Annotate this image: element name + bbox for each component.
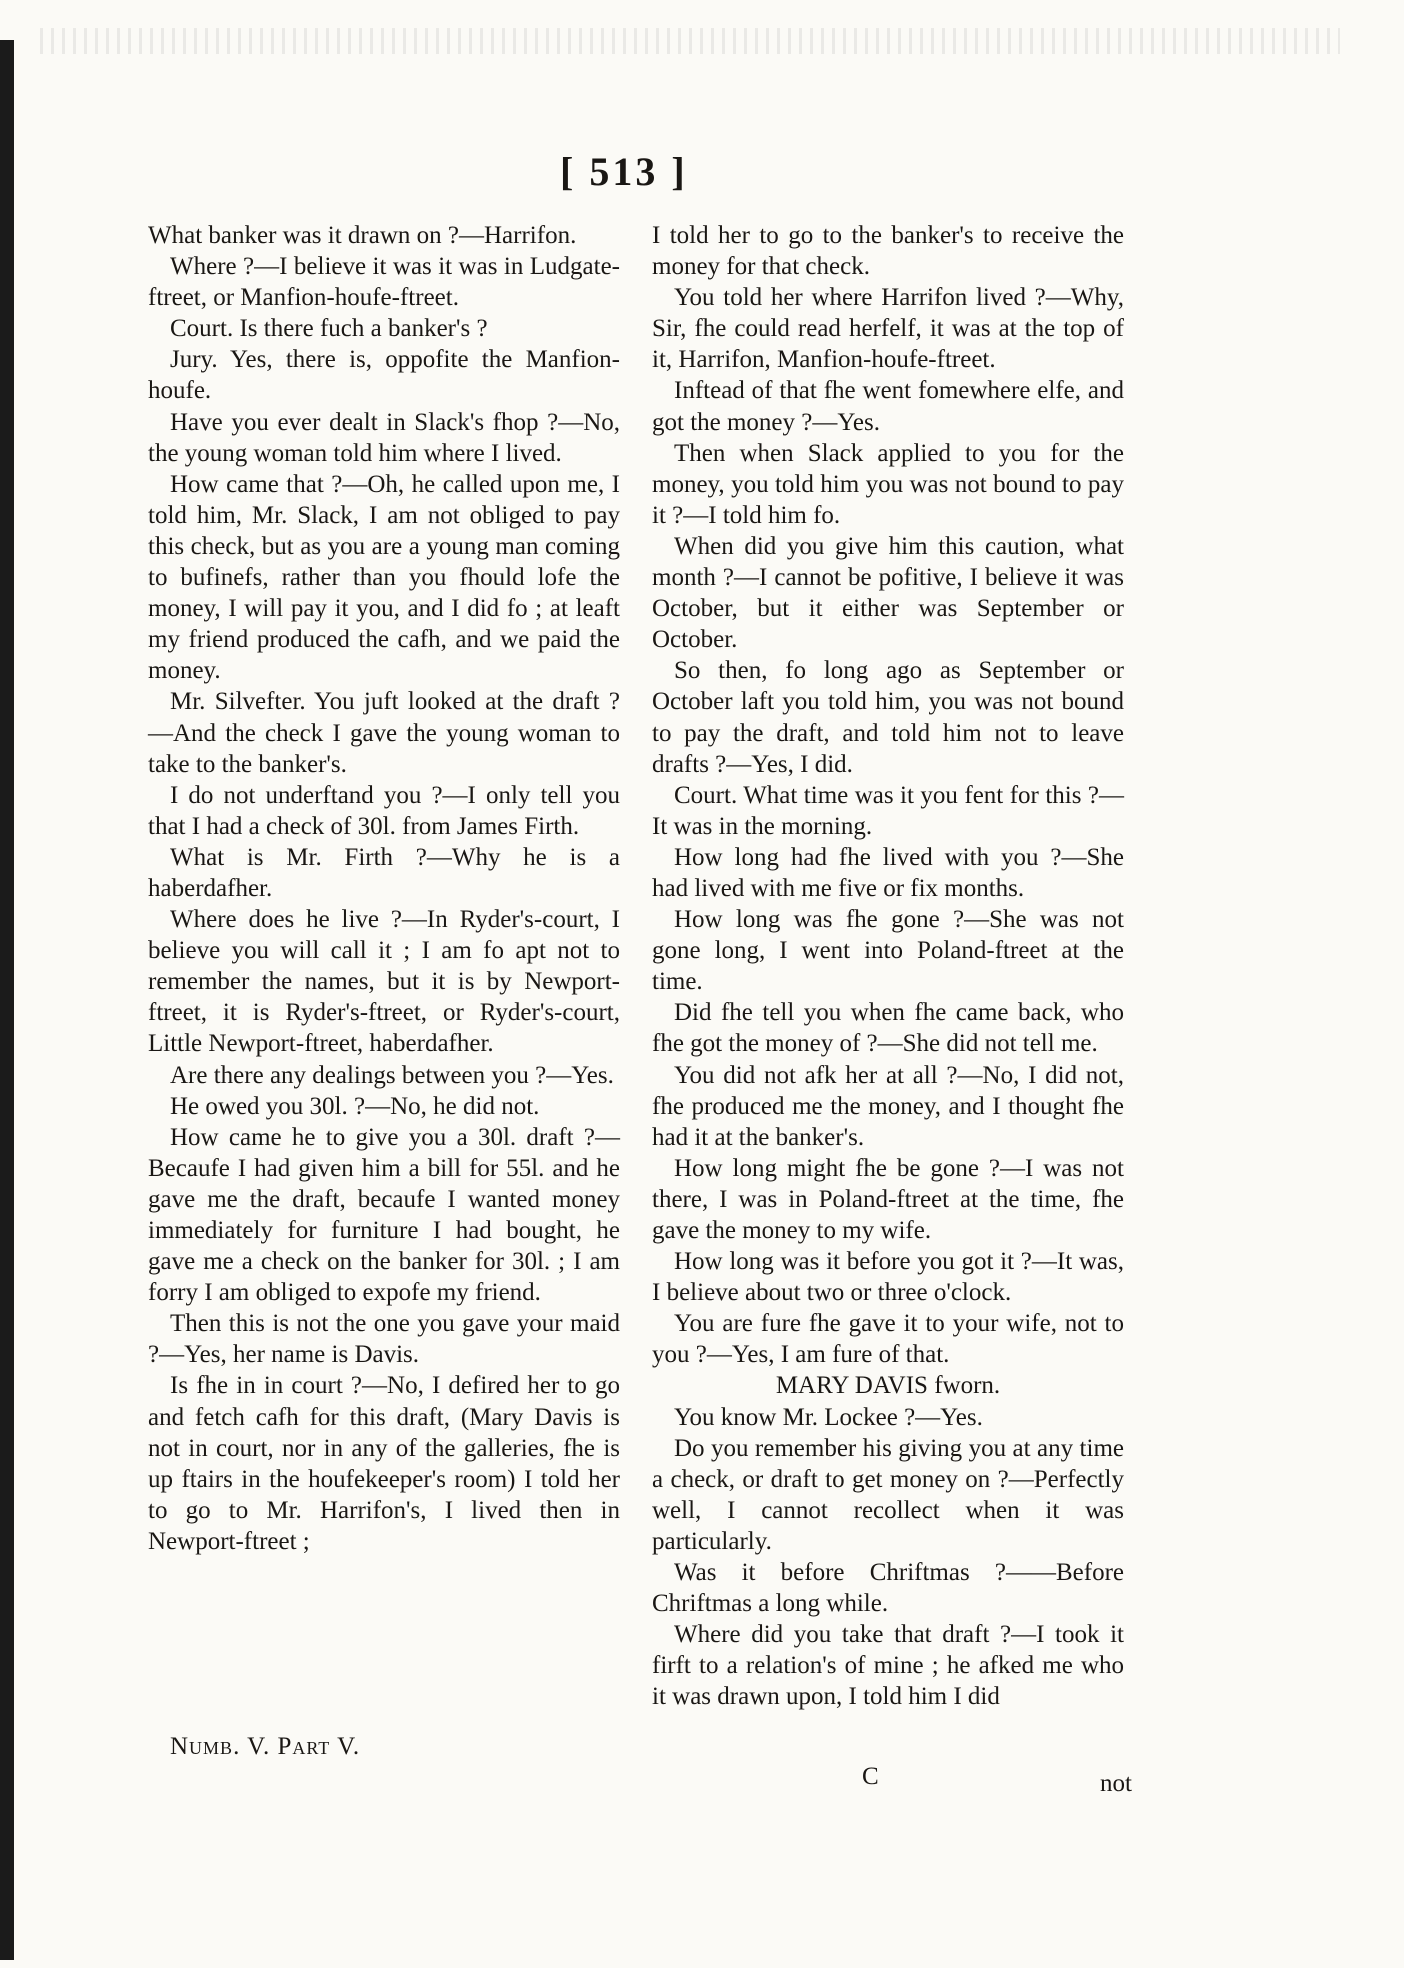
paragraph: I told her to go to the banker's to receive the money for that check. bbox=[652, 222, 1124, 281]
paragraph: How long might fhe be gone ?—I was not there, I was in Poland-ftreet at the time, fhe gave the money to my wife. bbox=[652, 1154, 1124, 1244]
paragraph: Where did you take that draft ?—I took it firft to a relation's of mine ; he afked me who it was drawn upon, I told him I did bbox=[652, 1621, 1124, 1711]
paragraph: Mr. Silvefter. You juft looked at the draft ?—And the check I gave the young woman to take to the banker's. bbox=[148, 688, 620, 778]
witness-heading: MARY DAVIS fworn. bbox=[775, 1372, 1001, 1400]
paragraph: Then this is not the one you gave your maid ?—Yes, her name is Davis. bbox=[148, 1310, 620, 1369]
paragraph: Have you ever dealt in Slack's fhop ?—No, the young woman told him where I lived. bbox=[148, 408, 620, 467]
paragraph: Was it before Chriftmas ?——Before Chriftmas a long while. bbox=[652, 1559, 1124, 1618]
binding-edge bbox=[0, 40, 14, 1960]
paragraph: Did fhe tell you when fhe came back, who fhe got the money of ?—She did not tell me. bbox=[652, 999, 1124, 1058]
paragraph: I do not underftand you ?—I only tell you that I had a check of 30l. from James Firth. bbox=[148, 781, 620, 840]
paragraph: You know Mr. Lockee ?—Yes. bbox=[674, 1403, 983, 1431]
paragraph: Where does he live ?—In Ryder's-court, I believe you will call it ; I am fo apt not to remember the names, but it is by Newport-ftreet, it is Ryder's-ftreet, or Ryder's-court, Little Newport-ftreet, haberdafher. bbox=[148, 906, 620, 1058]
catchword: not bbox=[1100, 1770, 1132, 1797]
paragraph: Is fhe in in court ?—No, I defired her to go and fetch cafh for this draft, (Mary Davis is not in court, nor in any of the galleries, fhe is up ftairs in the houfekeeper's room) I told her to go to Mr. Harrifon's, I lived then in Newport-ftreet ; bbox=[148, 1372, 620, 1555]
paragraph: You told her where Harrifon lived ?—Why, Sir, fhe could read herfelf, it was at the top of it, Harrifon, Manfion-houfe-ftreet. bbox=[652, 284, 1124, 374]
scan-noise-strip bbox=[40, 28, 1340, 54]
paragraph: How long was fhe gone ?—She was not gone long, I went into Poland-ftreet at the time. bbox=[652, 906, 1124, 996]
right-column bbox=[652, 220, 1124, 1713]
paragraph: Where ?—I believe it was it was in Ludgate-ftreet, or Manfion-houfe-ftreet. bbox=[148, 253, 620, 312]
paragraph: How long had fhe lived with you ?—She had lived with me five or fix months. bbox=[652, 843, 1124, 902]
paragraph: You are fure fhe gave it to your wife, not to you ?—Yes, I am fure of that. bbox=[652, 1310, 1124, 1369]
paragraph: Are there any dealings between you ?—Yes. bbox=[170, 1061, 614, 1089]
paragraph: Court. Is there fuch a banker's ? bbox=[170, 315, 488, 343]
paragraph: Then when Slack applied to you for the money, you told him you was not bound to pay it ?—I told him fo. bbox=[652, 439, 1124, 529]
paragraph: How long was it before you got it ?—It was, I believe about two or three o'clock. bbox=[652, 1248, 1124, 1307]
paragraph: What is Mr. Firth ?—Why he is a haberdafher. bbox=[148, 843, 620, 902]
paragraph: When did you give him this caution, what month ?—I cannot be pofitive, I believe it was October, but it either was September or October. bbox=[652, 532, 1124, 654]
sheet-mark: C bbox=[862, 1763, 879, 1790]
paragraph: How came he to give you a 30l. draft ?—Becaufe I had given him a bill for 55l. and he gave me the draft, becaufe I wanted money immediately for furniture I had bought, he gave me a check on the banker for 30l. ; I am forry I am obliged to expofe my friend. bbox=[148, 1123, 620, 1307]
paragraph: What banker was it drawn on ?—Harrifon. bbox=[148, 222, 577, 249]
paragraph: He owed you 30l. ?—No, he did not. bbox=[170, 1092, 540, 1120]
paragraph: Jury. Yes, there is, oppofite the Manfion-houfe. bbox=[148, 346, 620, 405]
paragraph: Inftead of that fhe went fomewhere elfe, and got the money ?—Yes. bbox=[652, 377, 1124, 436]
left-column bbox=[148, 220, 620, 1557]
paragraph: Do you remember his giving you at any time a check, or draft to get money on ?—Perfectly well, I cannot recollect when it was particularly. bbox=[652, 1434, 1124, 1555]
page-number: [ 513 ] bbox=[560, 149, 688, 194]
paragraph: You did not afk her at all ?—No, I did not, fhe produced me the money, and I thought fhe had it at the banker's. bbox=[652, 1061, 1124, 1151]
paragraph: Court. What time was it you fent for this ?—It was in the morning. bbox=[652, 781, 1124, 840]
printer-signature: Numb. V. Part V. bbox=[170, 1733, 361, 1760]
paragraph: How came that ?—Oh, he called upon me, I told him, Mr. Slack, I am not obliged to pay this check, but as you are a young man coming to bufinefs, rather than you fhould lofe the money, I will pay it you, and I did fo ; at leaft my friend produced the cafh, and we paid the money. bbox=[148, 470, 620, 685]
paragraph: So then, fo long ago as September or October laft you told him, you was not bound to pay the draft, and told him not to leave drafts ?—Yes, I did. bbox=[652, 657, 1124, 778]
